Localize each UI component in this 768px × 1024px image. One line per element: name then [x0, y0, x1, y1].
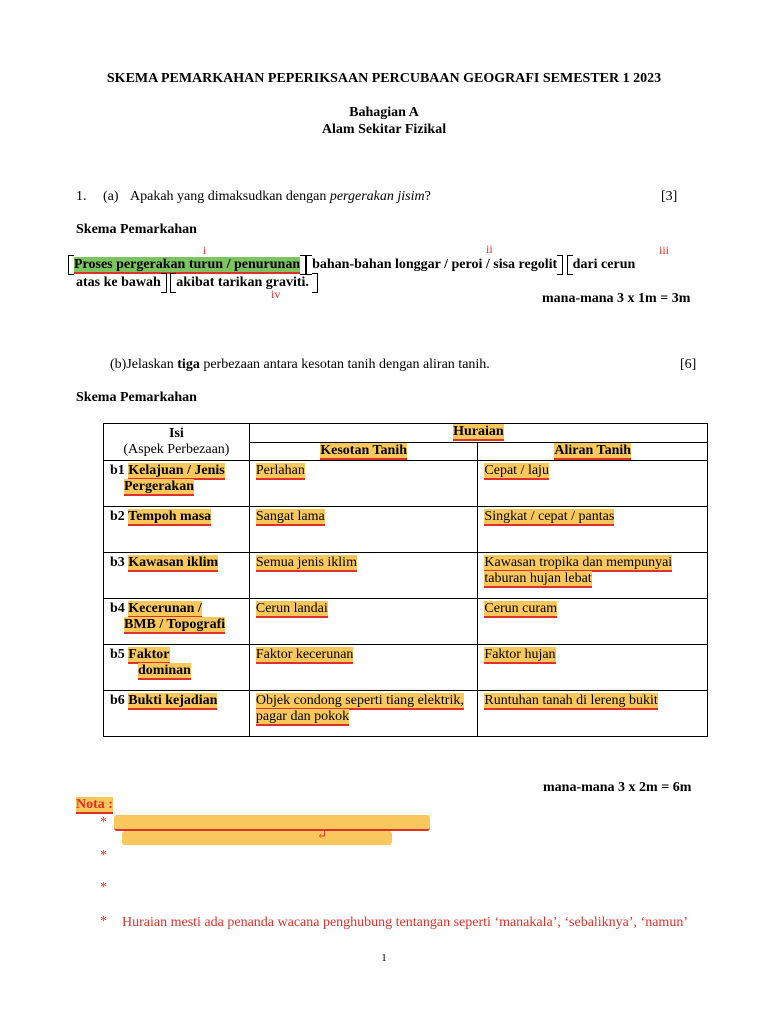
- row-code: b1: [110, 463, 125, 478]
- kesotan-text: Cerun landai: [255, 601, 328, 616]
- kesotan-cell: [249, 461, 478, 507]
- question-1b-bold: tiga: [177, 357, 200, 372]
- row-code: b3: [110, 555, 125, 570]
- nota-highlight-bar-1: [114, 815, 430, 831]
- header-kesotan-label: Kesotan Tanih: [320, 442, 408, 458]
- kesotan-text: Sangat lama: [255, 509, 325, 524]
- header-kesotan: [249, 442, 478, 461]
- roman-i: i: [203, 243, 207, 257]
- roman-iv: iv: [271, 287, 281, 301]
- nota-last-text: Huraian mesti ada penanda wacana penghubung tentangan seperti ‘manakala’, ‘sebaliknya’, ‘namun’: [122, 915, 688, 930]
- aspect-line-1: Kelajuan / Jenis: [128, 463, 225, 478]
- table-row: [104, 461, 708, 507]
- header-aliran-label: Aliran Tanih: [554, 442, 632, 458]
- kesotan-cell: [249, 507, 478, 553]
- aspect-cell: [104, 599, 250, 645]
- aliran-text: Runtuhan tanah di lereng bukit: [484, 693, 658, 708]
- header-aliran: [478, 442, 708, 461]
- nota-star-4: *: [100, 914, 107, 929]
- aspect-cell: [104, 553, 250, 599]
- table-row: [104, 645, 708, 691]
- row-code: b6: [110, 693, 125, 708]
- question-text-italic: pergerakan jisim: [329, 189, 425, 204]
- aspect-cell: [104, 691, 250, 737]
- table-row: [104, 599, 708, 645]
- scheme-label-a: Skema Pemarkahan: [76, 222, 197, 237]
- score-a: mana-mana 3 x 1m = 3m: [542, 291, 691, 306]
- answer-line-2: [76, 273, 318, 293]
- answer-seg-4-end: .: [305, 275, 309, 291]
- aspect-line-1: Bukti kejadian: [128, 693, 218, 708]
- aspect-cell: [104, 507, 250, 553]
- aspect-line-2: dominan: [138, 663, 191, 678]
- aliran-text: Cerun curam: [484, 601, 558, 616]
- table-row: [104, 691, 708, 737]
- aliran-cell: [478, 599, 708, 645]
- answer-seg-3b: atas ke bawah: [76, 275, 161, 291]
- table-row: [104, 553, 708, 599]
- aliran-cell: [478, 645, 708, 691]
- aliran-cell: [478, 553, 708, 599]
- scheme-label-b: Skema Pemarkahan: [76, 390, 197, 405]
- kesotan-text: Objek condong seperti tiang elektrik, pagar dan pokok: [255, 693, 464, 724]
- question-1a-marks: [3]: [661, 189, 678, 204]
- aspect-line-1: Kecerunan /: [128, 601, 202, 616]
- aspect-line-2: Pergerakan: [124, 479, 194, 494]
- answer-seg-1: Proses pergerakan turun / penurunan: [74, 257, 301, 273]
- aliran-text: Kawasan tropika dan mempunyai taburan hujan lebat: [484, 555, 673, 586]
- header-huraian: [249, 424, 707, 443]
- nota-star-1: *: [100, 815, 107, 830]
- aliran-text: Cepat / laju: [484, 463, 549, 478]
- nota-label: [76, 797, 113, 813]
- document-title: SKEMA PEMARKAHAN PEPERIKSAAN PERCUBAAN GEOGRAFI SEMESTER 1 2023: [106, 71, 662, 86]
- nota-highlight-bar-2: [122, 831, 392, 845]
- aliran-cell: [478, 691, 708, 737]
- header-isi-label: Isi: [169, 426, 184, 441]
- aliran-cell: [478, 461, 708, 507]
- aliran-text: Faktor hujan: [484, 647, 556, 662]
- answer-line-1: [68, 255, 635, 275]
- bracket-close-4: [312, 273, 318, 293]
- kesotan-cell: [249, 599, 478, 645]
- section-title: Bahagian A: [349, 105, 419, 120]
- difference-table: [103, 423, 708, 737]
- row-code: b5: [110, 647, 125, 662]
- kesotan-text: Semua jenis iklim: [255, 555, 357, 570]
- aspect-cell: [104, 461, 250, 507]
- roman-iii: iii: [659, 243, 670, 257]
- line-break-arrow-icon: ↵: [317, 828, 328, 842]
- aspect-line-1: Faktor: [128, 647, 170, 662]
- score-b: mana-mana 3 x 2m = 6m: [543, 780, 692, 795]
- question-1b-post: perbezaan antara kesotan tanih dengan aliran tanih.: [199, 357, 490, 372]
- table-row: [104, 507, 708, 553]
- section-name: Alam Sekitar Fizikal: [321, 122, 447, 137]
- question-1b-text: [110, 357, 490, 373]
- aspect-line-1: Tempoh masa: [128, 509, 212, 524]
- row-code: b2: [110, 509, 125, 524]
- aliran-text: Singkat / cepat / pantas: [484, 509, 615, 524]
- bracket-close-3: [161, 273, 167, 293]
- aspect-line-1: Kawasan iklim: [128, 555, 219, 570]
- question-part-a: (a): [103, 189, 119, 204]
- aspect-cell: [104, 645, 250, 691]
- page-number: 1: [381, 952, 387, 964]
- question-1b-marks: [6]: [680, 357, 697, 372]
- aspect-line-2: BMB / Topografi: [124, 617, 226, 632]
- answer-seg-3a: dari cerun: [572, 257, 636, 273]
- kesotan-text: Faktor kecerunan: [255, 647, 354, 662]
- bracket-close-2: [557, 255, 563, 275]
- kesotan-cell: [249, 691, 478, 737]
- row-code: b4: [110, 601, 125, 616]
- header-isi: [104, 424, 250, 461]
- question-1b-pre: Jelaskan: [126, 357, 178, 372]
- question-1a-text: [130, 189, 431, 205]
- question-text-post: ?: [424, 189, 431, 204]
- kesotan-cell: [249, 645, 478, 691]
- nota-star-3: *: [100, 880, 107, 895]
- kesotan-cell: [249, 553, 478, 599]
- question-text-pre: Apakah yang dimaksudkan dengan: [130, 189, 330, 204]
- kesotan-text: Perlahan: [255, 463, 305, 478]
- roman-ii: ii: [486, 242, 493, 256]
- question-number: 1.: [76, 189, 87, 204]
- nota-label-text: Nota :: [76, 797, 113, 812]
- answer-seg-2: bahan-bahan longgar / peroi / sisa regolit: [312, 257, 558, 273]
- question-part-b: (b): [110, 357, 127, 372]
- nota-star-2: *: [100, 848, 107, 863]
- header-huraian-label: Huraian: [453, 424, 504, 439]
- answer-seg-4: akibat tarikan graviti: [176, 275, 306, 291]
- aliran-cell: [478, 507, 708, 553]
- header-isi-sub: (Aspek Perbezaan): [123, 442, 230, 457]
